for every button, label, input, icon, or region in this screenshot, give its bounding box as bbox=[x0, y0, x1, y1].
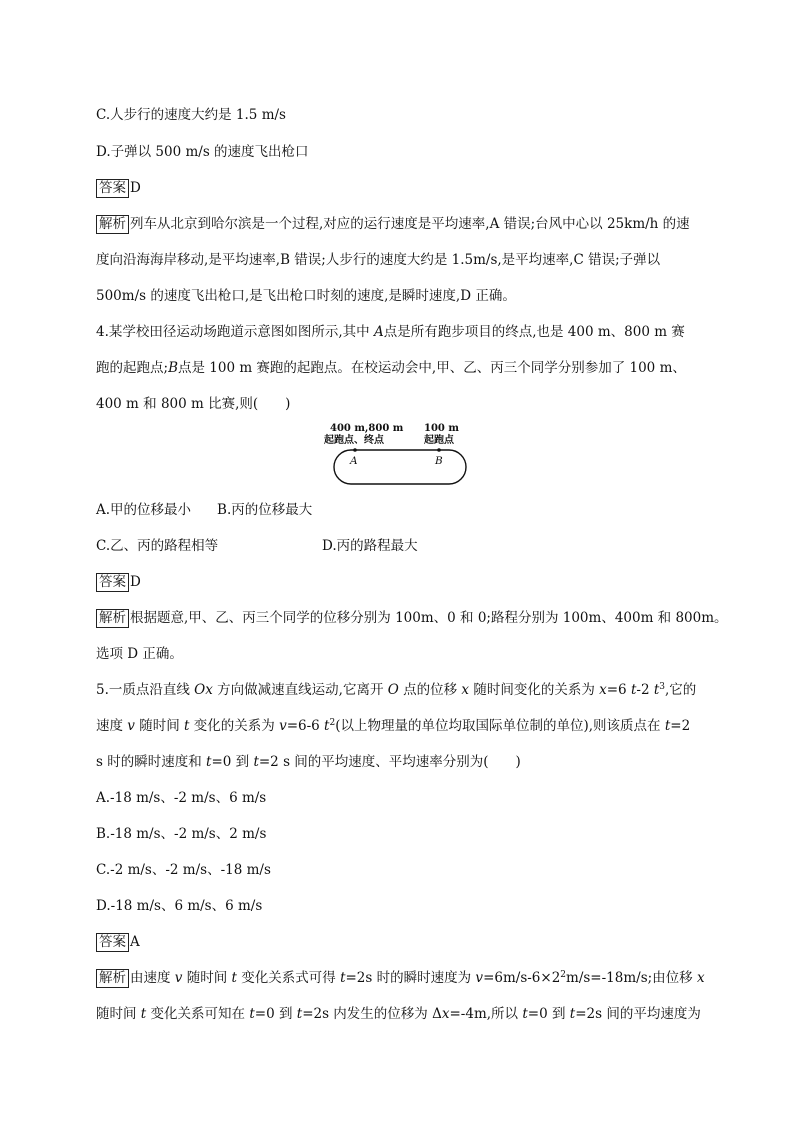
q4-option-a: A.甲的位移最小 bbox=[96, 502, 192, 518]
math-var: t bbox=[140, 1006, 147, 1022]
analysis-text: =2s 内发生的位移为 Δ bbox=[302, 1006, 442, 1022]
answer-tag: 答案 bbox=[96, 573, 129, 592]
analysis-text: =-4m,所以 bbox=[449, 1006, 523, 1022]
q5-answer bbox=[96, 932, 140, 952]
math-text: =6-6 bbox=[286, 718, 325, 734]
math-var: t bbox=[522, 1006, 528, 1022]
analysis-text: 随时间 bbox=[182, 970, 232, 986]
math-exponent: 2 bbox=[560, 970, 567, 980]
math-var: v bbox=[174, 970, 183, 986]
q4-option-b: B.丙的位移最大 bbox=[217, 502, 313, 518]
point-a-label: A bbox=[350, 455, 358, 467]
stem-text: 点的位移 bbox=[398, 682, 462, 698]
math-var: t bbox=[249, 1006, 255, 1022]
math-var: t bbox=[324, 718, 330, 734]
q4-options-cd bbox=[96, 536, 418, 556]
stem-text: 跑的起跑点; bbox=[96, 360, 169, 376]
math-var: t bbox=[206, 754, 212, 770]
stem-text: (以上物理量的单位均取国际单位制的单位),则该质点在 bbox=[335, 718, 665, 734]
math-var: O bbox=[387, 682, 399, 698]
q5-analysis-line-1 bbox=[96, 968, 705, 988]
q5-option-d: D.-18 m/s、6 m/s、6 m/s bbox=[96, 898, 263, 914]
stem-text: s 时的瞬时速度和 bbox=[96, 754, 207, 770]
label-b-line1: 100 m bbox=[424, 423, 459, 434]
track-svg bbox=[318, 420, 478, 490]
answer-value: D bbox=[130, 574, 141, 590]
math-var: x bbox=[599, 682, 607, 698]
stem-text: =2 s 间的平均速度、平均速率分别为( ) bbox=[258, 754, 521, 770]
math-var: v bbox=[279, 718, 287, 734]
math-var: t bbox=[296, 1006, 303, 1022]
q4-option-c: C.乙、丙的路程相等 bbox=[96, 538, 219, 554]
analysis-text: =6m/s-6×2 bbox=[483, 970, 561, 986]
math-var: t bbox=[569, 1006, 576, 1022]
q4-options-ab bbox=[96, 500, 312, 520]
q3-answer bbox=[96, 178, 141, 198]
answer-value: A bbox=[130, 934, 140, 950]
q5-analysis-line-2 bbox=[96, 1004, 701, 1024]
q3-analysis-line-2: 度向沿海海岸移动,是平均速率,B 错误;人步行的速度大约是 1.5m/s,是平均速率,C 错误;子弹以 bbox=[96, 252, 661, 268]
stem-text: ,它的 bbox=[665, 682, 697, 698]
q5-stem-line-1 bbox=[96, 680, 696, 700]
math-var: t bbox=[340, 970, 346, 986]
analysis-text: 根据题意,甲、乙、丙三个同学的位移分别为 100m、0 和 0;路程分别为 100m、400m 和 800m。 bbox=[130, 610, 728, 626]
q4-analysis-line-2: 选项 D 正确。 bbox=[96, 646, 183, 662]
point-b-dot bbox=[437, 448, 441, 452]
analysis-text: 变化关系式可得 bbox=[236, 970, 341, 986]
math-text: =6 bbox=[606, 682, 631, 698]
math-var: v bbox=[475, 970, 484, 986]
stem-text: 点是所有跑步项目的终点,也是 400 m、800 m 赛 bbox=[383, 324, 685, 340]
label-a-line2: 起跑点、终点 bbox=[324, 435, 384, 446]
math-var: t bbox=[184, 718, 190, 734]
analysis-text: =0 到 bbox=[527, 1006, 570, 1022]
q4-stem-line-1 bbox=[96, 322, 685, 342]
math-var: x bbox=[461, 682, 470, 698]
math-var: t bbox=[231, 970, 237, 986]
math-var: Ox bbox=[194, 682, 213, 698]
q3-analysis-line-1 bbox=[96, 214, 690, 234]
label-a-line1: 400 m,800 m bbox=[330, 423, 404, 434]
math-text: -2 bbox=[636, 682, 654, 698]
point-label: A bbox=[373, 324, 384, 340]
point-label: B bbox=[168, 360, 178, 376]
q5-stem-line-2 bbox=[96, 716, 690, 736]
stem-text: 随时间 bbox=[134, 718, 185, 734]
track-diagram bbox=[318, 420, 478, 490]
stem-text: =0 到 bbox=[211, 754, 254, 770]
stem-text: 5.一质点沿直线 bbox=[96, 682, 195, 698]
math-var: t bbox=[630, 682, 637, 698]
stem-text: 方向做减速直线运动,它离开 bbox=[212, 682, 388, 698]
q5-option-a: A.-18 m/s、-2 m/s、6 m/s bbox=[96, 790, 267, 806]
stem-text: 变化的关系为 bbox=[189, 718, 280, 734]
analysis-text: =2s 间的平均速度为 bbox=[575, 1006, 701, 1022]
analysis-text: =0 到 bbox=[254, 1006, 297, 1022]
analysis-tag: 解析 bbox=[96, 609, 129, 628]
math-var: t bbox=[253, 754, 259, 770]
q3-option-c: C.人步行的速度大约是 1.5 m/s bbox=[96, 107, 286, 123]
stem-text: 4.某学校田径运动场跑道示意图如图所示,其中 bbox=[96, 324, 374, 340]
q4-answer bbox=[96, 572, 141, 592]
stem-text: =2 bbox=[670, 718, 691, 734]
math-exponent: 3 bbox=[659, 682, 666, 692]
point-a-dot bbox=[353, 448, 357, 452]
math-var: t bbox=[653, 682, 660, 698]
analysis-text: 列车从北京到哈尔滨是一个过程,对应的运行速度是平均速率,A 错误;台风中心以 25km/h 的速 bbox=[130, 216, 690, 232]
q4-analysis-line-1 bbox=[96, 608, 728, 628]
q3-analysis-line-3: 500m/s 的速度飞出枪口,是飞出枪口时刻的速度,是瞬时速度,D 正确。 bbox=[96, 288, 516, 304]
math-exponent: 2 bbox=[329, 718, 336, 728]
answer-value: D bbox=[130, 180, 141, 196]
stem-text: 点是 100 m 赛跑的起跑点。在校运动会中,甲、乙、丙三个同学分别参加了 100 m、 bbox=[177, 360, 686, 376]
q4-stem-line-2 bbox=[96, 358, 686, 378]
q3-option-d: D.子弹以 500 m/s 的速度飞出枪口 bbox=[96, 144, 309, 160]
label-b-line2: 起跑点 bbox=[424, 435, 454, 446]
q4-stem-line-3: 400 m 和 800 m 比赛,则( ) bbox=[96, 396, 291, 412]
q5-option-b: B.-18 m/s、-2 m/s、2 m/s bbox=[96, 826, 267, 842]
math-var: x bbox=[441, 1006, 450, 1022]
q5-stem-line-3 bbox=[96, 752, 521, 772]
analysis-tag: 解析 bbox=[96, 215, 129, 234]
math-var: x bbox=[696, 970, 705, 986]
analysis-text: m/s=-18m/s;由位移 bbox=[566, 970, 697, 986]
stem-text: 速度 bbox=[96, 718, 128, 734]
q4-option-d: D.丙的路程最大 bbox=[322, 538, 418, 554]
point-b-label: B bbox=[435, 455, 443, 467]
analysis-text: 随时间 bbox=[96, 1006, 141, 1022]
math-var: v bbox=[127, 718, 135, 734]
analysis-text: =2s 时的瞬时速度为 bbox=[345, 970, 476, 986]
stem-text: 随时间变化的关系为 bbox=[469, 682, 600, 698]
answer-tag: 答案 bbox=[96, 179, 129, 198]
analysis-text: 变化关系可知在 bbox=[146, 1006, 250, 1022]
analysis-tag: 解析 bbox=[96, 969, 129, 988]
math-var: t bbox=[664, 718, 671, 734]
analysis-text: 由速度 bbox=[130, 970, 175, 986]
q5-option-c: C.-2 m/s、-2 m/s、-18 m/s bbox=[96, 862, 271, 878]
answer-tag: 答案 bbox=[96, 933, 129, 952]
